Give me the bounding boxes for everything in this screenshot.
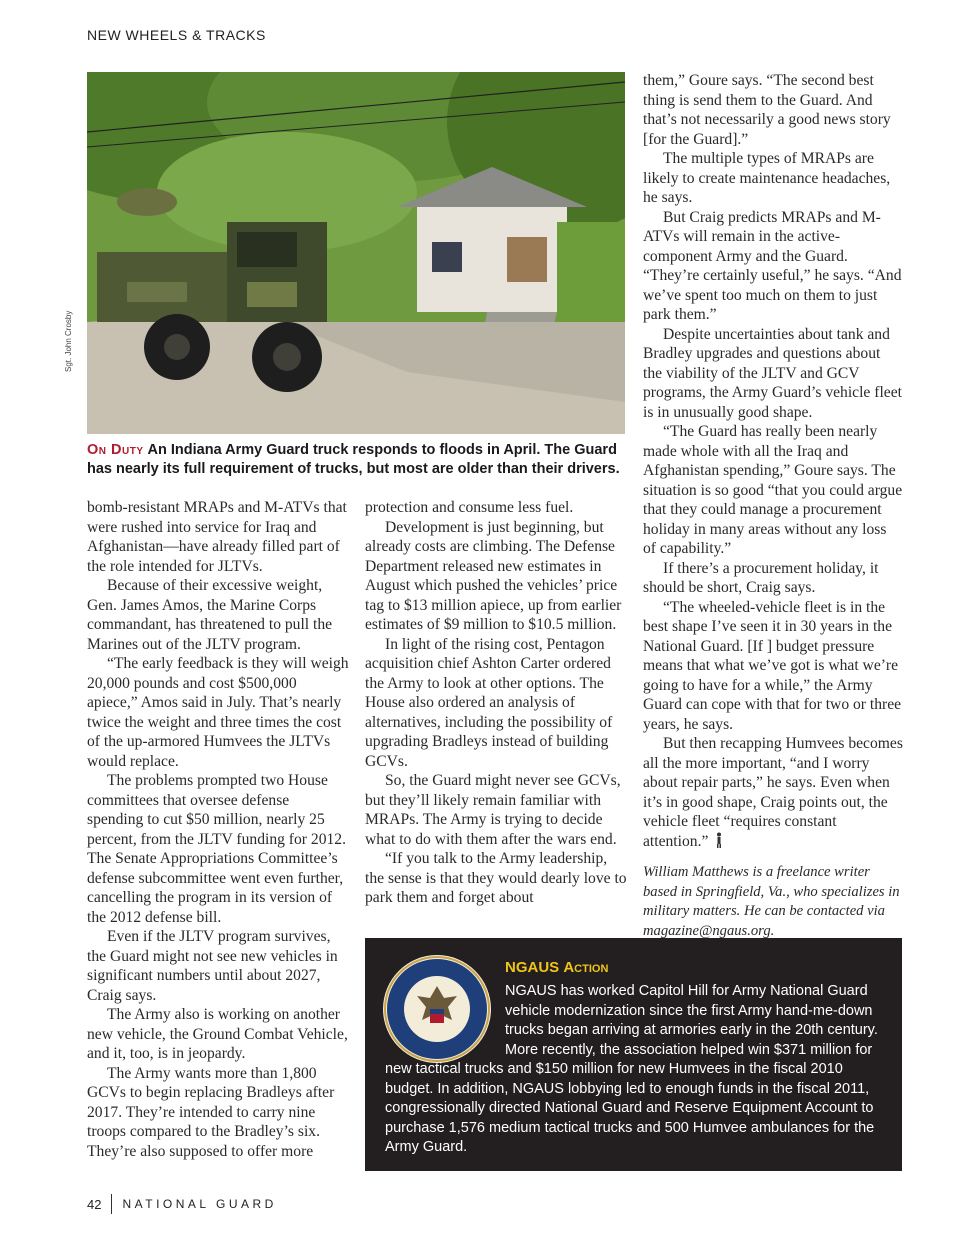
paragraph: them,” Goure says. “The second best thing is send them to the Guard. And that’s not necessarily a good news story [for the Guard].” (643, 72, 891, 148)
article-photo (87, 72, 625, 434)
paragraph: Even if the JLTV program survives, the Guard might not see new vehicles in significant numbers until about 2027, Craig says. (87, 928, 338, 1004)
sidebar-text: NGAUS has worked Capitol Hill for Army National Guard vehicle modernization since the first Army hand-me-down trucks began arriving at armories early in the 20th century. More recently, the association helped win $371 million for new tactical trucks and $150 million for new Humvees in the fiscal 2010 budget. In addition, NGAUS lobbying led to enough funds in the fiscal 2011, congressionally directed National Guard and Reserve Equipment Account to purchase 1,576 medium tactical trucks and 500 Humvee ambulances for the Army Guard. (385, 983, 878, 1155)
paragraph: bomb-resistant MRAPs and M-ATVs that were rushed into service for Iraq and Afghanistan—have already filled part of the role intended for JLTVs. (87, 499, 347, 575)
seal-spacer (385, 982, 505, 1059)
paragraph: “The early feedback is they will weigh 20,000 pounds and cost $500,000 apiece,” Amos said in July. That’s nearly twice the weight and three times the cost of the up-armored Humvees the JLTVs would replace. (87, 655, 349, 770)
photo-caption (87, 441, 632, 479)
paragraph: But Craig predicts MRAPs and M-ATVs will remain in the active-component Army and the Guard. “They’re certainly useful,” he says. “And we’ve spent too much on them to just park them.” (643, 208, 902, 323)
sidebar-title (505, 959, 608, 976)
paragraph: Because of their excessive weight, Gen. James Amos, the Marine Corps commandant, has threatened to pull the Marines out of the JLTV program. (87, 577, 333, 653)
paragraph: protection and consume less fuel. (365, 499, 574, 516)
paragraph: The problems prompted two House committees that oversee defense spending to cut $50 million, nearly 25 percent, from the JLTV funding for 2012. The Senate Appropriations Committee’s defense subcommittee went even further, cancelling the program in its version of the 2012 defense bill. (87, 772, 346, 926)
sidebar-title-suffix: Action (563, 959, 609, 976)
author-bio: William Matthews is a freelance writer based in Springfield, Va., who specializes in military matters. He can be contacted via magazine@ngaus.org. (643, 864, 900, 939)
section-header: NEW WHEELS & TRACKS (87, 27, 266, 43)
paragraph: The multiple types of MRAPs are likely to create maintenance headaches, he says. (643, 150, 891, 206)
footer-divider (111, 1194, 112, 1214)
article-column-2 (365, 498, 627, 908)
paragraph: If there’s a procurement holiday, it should be short, Craig says. (643, 559, 879, 596)
paragraph-text: But then recapping Humvees becomes all the more important, “and I worry about repair parts,” he says. Even when it’s in good shape, Craig points out, the vehicle fleet “requires constant attention.” (643, 735, 903, 850)
article-column-1 (87, 498, 349, 1161)
publication-name: NATIONAL GUARD (122, 1197, 277, 1211)
paragraph: “If you talk to the Army leadership, the sense is that they would dearly love to park them and forget about (365, 850, 627, 906)
army-truck-photo (87, 72, 625, 434)
minuteman-end-icon (716, 832, 722, 848)
page-number: 42 (87, 1196, 102, 1212)
paragraph-last (643, 734, 903, 851)
paragraph: Despite uncertainties about tank and Bradley upgrades and questions about the viability of the JLTV and GCV programs, the Army Guard’s vehicle fleet is in unusually good shape. (643, 325, 902, 421)
paragraph: “The wheeled-vehicle fleet is in the best shape I’ve seen it in 30 years in the National Guard. [If ] budget pressure means that what we’ve got is what we’re going to have for a while,” the Army Guard can cope with that for two or three years, he says. (643, 598, 902, 733)
caption-lead: On Duty (87, 442, 144, 458)
paragraph: “The Guard has really been nearly made whole with all the Iraq and Afghanistan spending,” Goure says. The situation is so good “that you could argue that they could manage a procurement holiday in many areas without any loss of capability.” (643, 423, 903, 557)
sidebar-title-prefix: NGAUS (505, 959, 560, 976)
sidebar-body (385, 982, 890, 1158)
photo-credit: Sgt. John Crosby (64, 310, 73, 372)
paragraph: Development is just beginning, but already costs are climbing. The Defense Department released new estimates in August which pushed the vehicles’ price tag to $13 million apiece, up from earlier estimates of $9 million to $10.5 million. (365, 518, 622, 633)
article-column-3 (643, 71, 903, 941)
ngaus-action-sidebar (365, 938, 902, 1171)
paragraph: The Army also is working on another new vehicle, the Ground Combat Vehicle, and it, too, is in jeopardy. (87, 1006, 348, 1062)
paragraph: In light of the rising cost, Pentagon acquisition chief Ashton Carter ordered the Army to look at other options. The House also ordered an analysis of alternatives, including the possibility of upgrading Bradleys instead of building GCVs. (365, 635, 613, 770)
caption-text: An Indiana Army Guard truck responds to floods in April. The Guard has nearly its full requirement of trucks, but most are older than their drivers. (87, 442, 620, 477)
paragraph: So, the Guard might never see GCVs, but they’ll likely remain familiar with MRAPs. The Army is trying to decide what to do with them after the wars end. (365, 772, 621, 848)
page-footer (87, 1194, 277, 1214)
paragraph: The Army wants more than 1,800 GCVs to begin replacing Bradleys after 2017. They’re intended to carry nine troops compared to the Bradley’s six. They’re also supposed to offer more (87, 1064, 335, 1160)
